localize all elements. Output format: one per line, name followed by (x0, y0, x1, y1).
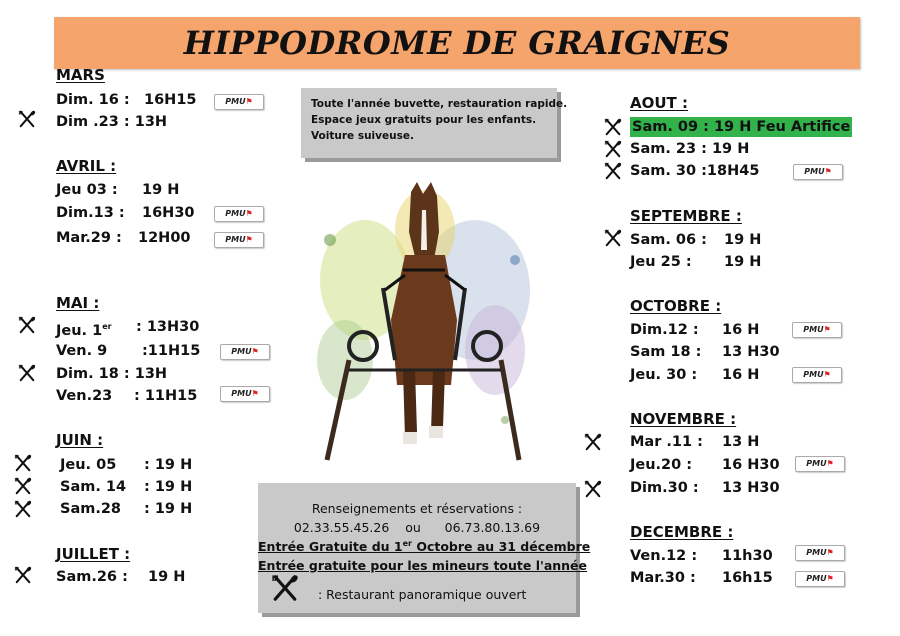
restaurant-icon (14, 500, 32, 518)
info-box-bottom (258, 483, 591, 613)
month-mars: MARS (56, 66, 105, 84)
info-line: Renseignements et réservations : (311, 501, 523, 516)
race-time: : 13H30 (136, 319, 200, 335)
race-time: :11H15 (142, 343, 201, 359)
info-line: Voiture suiveuse. (311, 130, 414, 142)
pmu-logo: PMU⚑ (214, 232, 264, 248)
race-row (630, 365, 760, 385)
month-novembre: NOVEMBRE : (630, 410, 737, 428)
race-row (56, 180, 180, 200)
month-avril: AVRIL : (56, 157, 117, 175)
restaurant-icon (604, 140, 622, 158)
race-day: Ven.12 : (630, 548, 698, 564)
race-time: 11h30 (722, 548, 773, 564)
pmu-logo: PMU⚑ (792, 367, 842, 383)
race-time: : 19 H (144, 501, 193, 517)
pmu-logo: PMU⚑ (795, 545, 845, 561)
race-day: Dim.13 : (56, 205, 125, 221)
restaurant-icon (14, 566, 32, 584)
free-minors-line: Entrée gratuite pour les mineurs toute l'année (258, 558, 588, 573)
restaurant-icon (604, 229, 622, 247)
race-time: 16H30 (142, 205, 195, 221)
race-time: 16 H (722, 367, 760, 383)
month-octobre: OCTOBRE : (630, 297, 722, 315)
restaurant-icon (604, 162, 622, 180)
race-day: Sam.26 : (56, 569, 128, 585)
race-day: Sam. 23 : 19 H (630, 141, 750, 157)
info-line: Espace jeux gratuits pour les enfants. (311, 114, 537, 126)
race-time: 13 H30 (722, 344, 780, 360)
pmu-logo: PMU⚑ (214, 94, 264, 110)
race-day: Jeu. 1er (56, 322, 112, 339)
restaurant-icon (18, 316, 36, 334)
race-row-highlight (630, 117, 852, 137)
race-time: 16 H30 (722, 457, 780, 473)
race-day: Sam. 06 : (630, 232, 707, 248)
race-time: 16H15 (144, 92, 197, 108)
or-text: ou (405, 520, 421, 535)
race-time: 19 H (724, 254, 762, 270)
restaurant-line: : Restaurant panoramique ouvert (318, 587, 527, 602)
pmu-logo: PMU⚑ (220, 386, 270, 402)
phone-number: 02.33.55.45.26 (293, 520, 390, 535)
race-row (630, 342, 780, 362)
race-row (630, 252, 762, 272)
race-row (60, 477, 193, 497)
race-time: 19 H (148, 569, 186, 585)
race-day: Jeu 25 : (630, 254, 692, 270)
race-time: 13 H30 (722, 480, 780, 496)
info-line: Toute l'année buvette, restauration rapide. (311, 98, 568, 110)
race-row (56, 228, 191, 248)
race-day: Ven. 9 (56, 343, 108, 359)
race-day: Mar .11 : (630, 434, 703, 450)
restaurant-icon (584, 480, 602, 498)
month-aout: AOUT : (630, 94, 688, 112)
race-day: Dim .23 : 13H (56, 114, 168, 130)
restaurant-icon (18, 110, 36, 128)
pmu-logo: PMU⚑ (214, 206, 264, 222)
race-day: Dim. 16 : (56, 92, 130, 108)
race-row (630, 455, 780, 475)
race-day: Sam. 30 :18H45 (630, 163, 760, 179)
race-row (60, 499, 193, 519)
race-day: Jeu 03 : (56, 182, 118, 198)
restaurant-icon (14, 477, 32, 495)
restaurant-icon (584, 433, 602, 451)
race-time: : 19 H (144, 479, 193, 495)
race-day: Mar.30 : (630, 570, 696, 586)
race-day: Jeu.20 : (630, 457, 693, 473)
pmu-logo: PMU⚑ (220, 344, 270, 360)
race-row (56, 90, 197, 110)
pmu-logo: PMU⚑ (792, 322, 842, 338)
pmu-logo: PMU⚑ (793, 164, 843, 180)
race-time: 12H00 (138, 230, 191, 246)
race-row (56, 341, 201, 361)
race-row (56, 386, 198, 406)
restaurant-icon (18, 364, 36, 382)
month-mai: MAI : (56, 294, 100, 312)
info-box-top (301, 88, 568, 158)
race-day: Sam. 09 : 19 H Feu Artifice (632, 119, 851, 135)
race-row (630, 432, 760, 452)
restaurant-icon (271, 574, 299, 602)
race-time: : 11H15 (134, 388, 198, 404)
race-day: Dim.12 : (630, 322, 699, 338)
race-day: Mar.29 : (56, 230, 122, 246)
restaurant-icon (14, 454, 32, 472)
phone-number: 06.73.80.13.69 (444, 520, 541, 535)
title-banner (54, 17, 860, 69)
race-time: : 19 H (144, 457, 193, 473)
race-day: Dim. 18 : 13H (56, 366, 168, 382)
race-row (630, 230, 762, 250)
race-row (630, 161, 759, 181)
race-day: Jeu. 05 (60, 457, 117, 473)
race-time: 16 H (722, 322, 760, 338)
pmu-logo: PMU⚑ (795, 456, 845, 472)
race-day: Sam. 14 (60, 479, 127, 495)
race-day: Sam 18 : (630, 344, 702, 360)
page-title: HIPPODROME DE GRAIGNES (183, 24, 731, 62)
pmu-logo: PMU⚑ (795, 571, 845, 587)
race-row (56, 317, 200, 339)
race-day: Sam.28 (60, 501, 122, 517)
race-day: Ven.23 (56, 388, 113, 404)
race-row (630, 568, 773, 588)
race-row (630, 546, 773, 566)
race-row (56, 203, 195, 223)
race-row (56, 112, 167, 132)
race-time: 19 H (142, 182, 180, 198)
race-time: 13 H (722, 434, 760, 450)
harness-racing-illustration (305, 170, 545, 470)
month-juin: JUIN : (56, 431, 104, 449)
month-juillet: JUILLET : (56, 545, 131, 563)
race-time: 16h15 (722, 570, 773, 586)
month-septembre: SEPTEMBRE : (630, 207, 742, 225)
free-entry-line: Entrée Gratuite du 1er Octobre au 31 décembre (258, 539, 591, 555)
race-time: 19 H (724, 232, 762, 248)
race-row (60, 455, 193, 475)
race-row (56, 364, 167, 384)
phone-line (258, 520, 576, 535)
race-day: Dim.30 : (630, 480, 699, 496)
race-row (630, 139, 749, 159)
restaurant-icon (604, 118, 622, 136)
race-day: Jeu. 30 : (630, 367, 698, 383)
race-row (630, 478, 780, 498)
race-row (56, 567, 186, 587)
month-decembre: DECEMBRE : (630, 523, 734, 541)
race-row (630, 320, 760, 340)
